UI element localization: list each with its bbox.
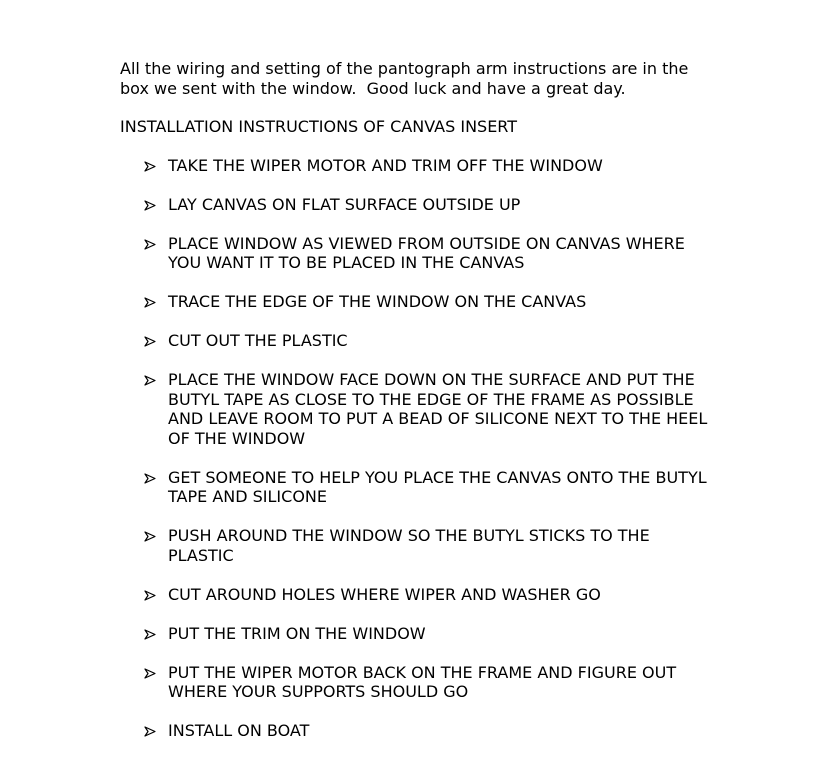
step-text: CUT AROUND HOLES WHERE WIPER AND WASHER GO <box>168 584 601 604</box>
step-text: TAKE THE WIPER MOTOR AND TRIM OFF THE WINDOW <box>168 155 603 175</box>
arrowhead-bullet-icon <box>144 292 158 312</box>
step-text: CUT OUT THE PLASTIC <box>168 331 348 350</box>
list-item <box>120 624 710 644</box>
document-page <box>120 59 710 760</box>
arrowhead-bullet-icon <box>144 156 158 176</box>
arrowhead-bullet-icon <box>144 663 158 683</box>
arrowhead-bullet-icon <box>144 721 158 741</box>
arrowhead-bullet-icon <box>144 585 158 605</box>
arrowhead-bullet-icon <box>144 370 158 390</box>
step-text: PLACE THE WINDOW FACE DOWN ON THE SURFACE AND PUT THE BUTYL TAPE AS CLOSE TO THE EDGE OF THE FRAME AS POSSIBLE AND LEAVE ROOM TO PUT A BEAD OF SILICONE NEXT TO THE HEEL OF THE WINDOW <box>168 370 708 448</box>
instruction-list <box>120 156 710 741</box>
list-item <box>120 331 710 351</box>
list-item <box>120 292 710 312</box>
step-text: PUT THE WIPER MOTOR BACK ON THE FRAME AND FIGURE OUT WHERE YOUR SUPPORTS SHOULD GO <box>168 662 677 701</box>
list-item <box>120 156 710 176</box>
arrowhead-bullet-icon <box>144 331 158 351</box>
arrowhead-bullet-icon <box>144 234 158 254</box>
arrowhead-bullet-icon <box>144 624 158 644</box>
step-text: INSTALL ON BOAT <box>168 721 310 740</box>
list-item <box>120 370 710 448</box>
step-text: PLACE WINDOW AS VIEWED FROM OUTSIDE ON CANVAS WHERE YOU WANT IT TO BE PLACED IN THE CANVAS <box>168 233 685 272</box>
list-item <box>120 585 710 605</box>
step-text: PUT THE TRIM ON THE WINDOW <box>168 623 426 643</box>
list-item <box>120 234 710 273</box>
instructions-heading: INSTALLATION INSTRUCTIONS OF CANVAS INSERT <box>120 117 518 136</box>
step-text: PUSH AROUND THE WINDOW SO THE BUTYL STICKS TO THE PLASTIC <box>168 526 650 565</box>
list-item <box>120 195 710 215</box>
intro-paragraph: All the wiring and setting of the pantograph arm instructions are in the box we sent with the window. Good luck and have a great day. <box>120 59 694 98</box>
arrowhead-bullet-icon <box>144 468 158 488</box>
list-item <box>120 721 710 741</box>
list-item <box>120 526 710 565</box>
list-item <box>120 468 710 507</box>
step-text: LAY CANVAS ON FLAT SURFACE OUTSIDE UP <box>168 194 521 214</box>
arrowhead-bullet-icon <box>144 195 158 215</box>
arrowhead-bullet-icon <box>144 526 158 546</box>
step-text: TRACE THE EDGE OF THE WINDOW ON THE CANVAS <box>168 292 587 311</box>
list-item <box>120 663 710 702</box>
step-text: GET SOMEONE TO HELP YOU PLACE THE CANVAS ONTO THE BUTYL TAPE AND SILICONE <box>168 467 707 506</box>
